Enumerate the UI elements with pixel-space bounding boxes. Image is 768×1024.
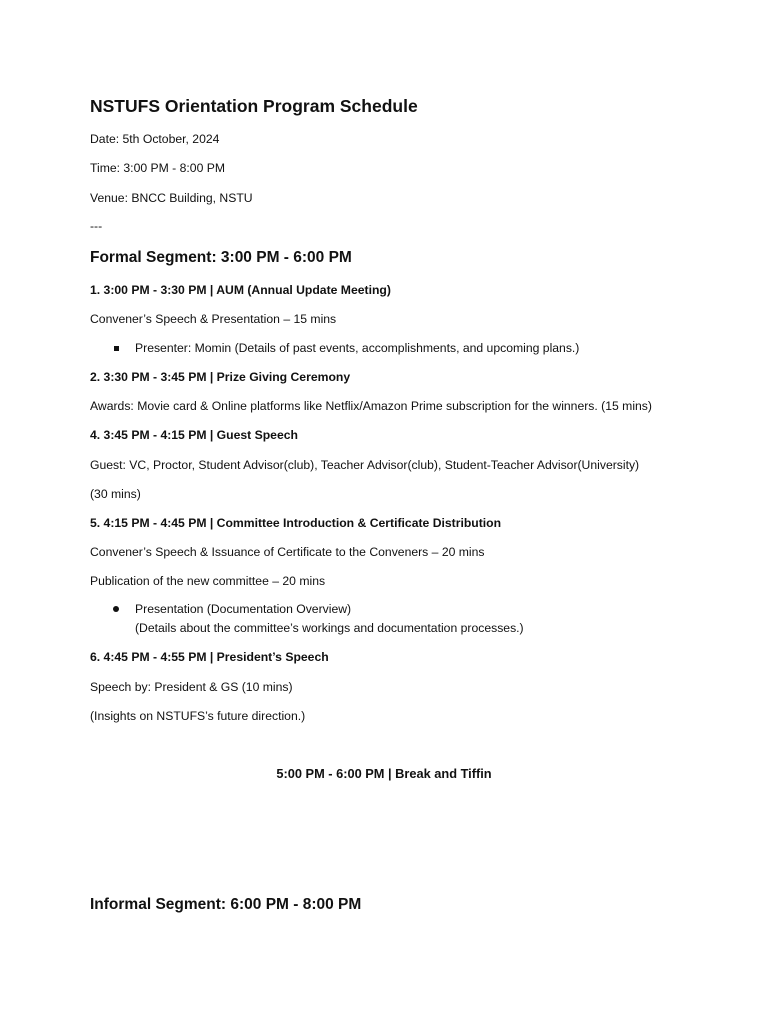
item4-line: Guest: VC, Proctor, Student Advisor(club), Teacher Advisor(club), Student-Teacher Advisor(University) [90,458,640,472]
item4-heading: 4. 3:45 PM - 4:15 PM | Guest Speech [90,428,298,442]
item1-bullet-text: Presenter: Momin (Details of past events, accomplishments, and upcoming plans.) [135,341,580,355]
square-bullet-icon [114,346,119,351]
separator: --- [90,219,103,233]
item6-heading: 6. 4:45 PM - 4:55 PM | President’s Speech [90,650,329,664]
item1-heading: 1. 3:00 PM - 3:30 PM | AUM (Annual Update Meeting) [90,283,391,297]
formal-segment-heading: Formal Segment: 3:00 PM - 6:00 PM [90,249,352,266]
item5-line2: Publication of the new committee – 20 mins [90,574,326,588]
item4-duration: (30 mins) [90,487,141,501]
page-title: NSTUFS Orientation Program Schedule [90,96,418,116]
item5-bullet-line2: (Details about the committee’s workings and documentation processes.) [135,621,524,635]
event-venue: Venue: BNCC Building, NSTU [90,191,253,205]
item6-line2: (Insights on NSTUFS’s future direction.) [90,709,306,723]
event-date: Date: 5th October, 2024 [90,132,220,146]
item5-bullet-line1: Presentation (Documentation Overview) [135,602,352,616]
item1-line: Convener’s Speech & Presentation – 15 mins [90,312,337,326]
item5-heading: 5. 4:15 PM - 4:45 PM | Committee Introduction & Certificate Distribution [90,516,502,530]
event-time: Time: 3:00 PM - 8:00 PM [90,161,226,175]
item2-heading: 2. 3:30 PM - 3:45 PM | Prize Giving Ceremony [90,370,351,384]
item6-line1: Speech by: President & GS (10 mins) [90,680,293,694]
informal-segment-heading: Informal Segment: 6:00 PM - 8:00 PM [90,896,362,913]
item2-line: Awards: Movie card & Online platforms like Netflix/Amazon Prime subscription for the winners. (15 mins) [90,399,652,413]
break-line: 5:00 PM - 6:00 PM | Break and Tiffin [276,766,492,781]
item5-line1: Convener’s Speech & Issuance of Certificate to the Conveners – 20 mins [90,545,485,559]
round-bullet-icon [113,606,119,612]
